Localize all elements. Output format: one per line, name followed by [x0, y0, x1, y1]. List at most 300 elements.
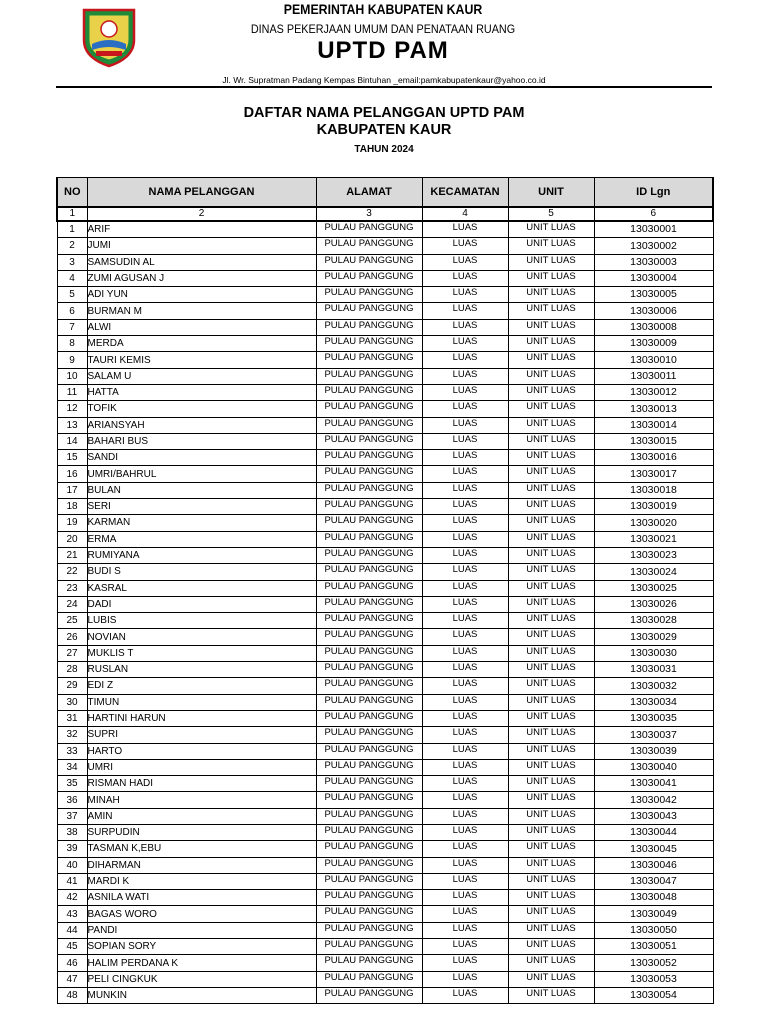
- document-title: DAFTAR NAMA PELANGGAN UPTD PAM: [243, 105, 525, 121]
- cell-no: 44: [57, 922, 87, 938]
- cell-nama: JUMI: [87, 238, 316, 254]
- cell-no: 9: [57, 352, 87, 368]
- cell-kecamatan: LUAS: [422, 743, 508, 759]
- table-row: [57, 287, 713, 303]
- cell-no: 20: [57, 531, 87, 547]
- cell-nama: DADI: [87, 596, 316, 612]
- cell-no: 36: [57, 792, 87, 808]
- cell-id: 13030006: [594, 303, 713, 319]
- table-row: [57, 890, 713, 906]
- cell-unit: UNIT LUAS: [508, 336, 594, 352]
- cell-id: 13030046: [594, 857, 713, 873]
- cell-unit: UNIT LUAS: [508, 645, 594, 661]
- cell-no: 26: [57, 629, 87, 645]
- colnum-1: 1: [57, 207, 87, 221]
- cell-id: 13030010: [594, 352, 713, 368]
- cell-nama: HARTO: [87, 743, 316, 759]
- cell-unit: UNIT LUAS: [508, 776, 594, 792]
- cell-no: 19: [57, 515, 87, 531]
- cell-id: 13030053: [594, 971, 713, 987]
- cell-nama: RISMAN HADI: [87, 776, 316, 792]
- cell-id: 13030012: [594, 384, 713, 400]
- cell-no: 42: [57, 890, 87, 906]
- cell-id: 13030023: [594, 547, 713, 563]
- cell-alamat: PULAU PANGGUNG: [316, 955, 422, 971]
- cell-unit: UNIT LUAS: [508, 433, 594, 449]
- cell-alamat: PULAU PANGGUNG: [316, 238, 422, 254]
- cell-unit: UNIT LUAS: [508, 482, 594, 498]
- cell-no: 25: [57, 613, 87, 629]
- cell-alamat: PULAU PANGGUNG: [316, 808, 422, 824]
- document-year: TAHUN 2024: [354, 144, 414, 155]
- cell-kecamatan: LUAS: [422, 776, 508, 792]
- cell-nama: ERMA: [87, 531, 316, 547]
- table-row: [57, 417, 713, 433]
- cell-no: 7: [57, 319, 87, 335]
- cell-unit: UNIT LUAS: [508, 401, 594, 417]
- cell-unit: UNIT LUAS: [508, 515, 594, 531]
- cell-no: 35: [57, 776, 87, 792]
- cell-id: 13030016: [594, 450, 713, 466]
- cell-kecamatan: LUAS: [422, 906, 508, 922]
- cell-kecamatan: LUAS: [422, 401, 508, 417]
- cell-kecamatan: LUAS: [422, 873, 508, 889]
- cell-kecamatan: LUAS: [422, 254, 508, 270]
- cell-kecamatan: LUAS: [422, 417, 508, 433]
- cell-no: 38: [57, 824, 87, 840]
- cell-id: 13030037: [594, 727, 713, 743]
- cell-unit: UNIT LUAS: [508, 922, 594, 938]
- header-kecamatan: KECAMATAN: [422, 178, 508, 208]
- table-row: [57, 254, 713, 270]
- cell-alamat: PULAU PANGGUNG: [316, 922, 422, 938]
- table-row: [57, 580, 713, 596]
- cell-kecamatan: LUAS: [422, 515, 508, 531]
- cell-unit: UNIT LUAS: [508, 906, 594, 922]
- cell-alamat: PULAU PANGGUNG: [316, 939, 422, 955]
- customer-table: [56, 177, 714, 1004]
- cell-id: 13030011: [594, 368, 713, 384]
- table-row: [57, 482, 713, 498]
- cell-kecamatan: LUAS: [422, 287, 508, 303]
- cell-nama: BUDI S: [87, 564, 316, 580]
- cell-kecamatan: LUAS: [422, 303, 508, 319]
- cell-kecamatan: LUAS: [422, 450, 508, 466]
- colnum-4: 4: [422, 207, 508, 221]
- cell-nama: SALAM U: [87, 368, 316, 384]
- letterhead-address: Jl. Wr. Supratman Padang Kempas Bintuhan _email:pamkabupatenkaur@yahoo.co.id: [222, 75, 546, 85]
- cell-nama: KASRAL: [87, 580, 316, 596]
- cell-id: 13030054: [594, 987, 713, 1003]
- cell-id: 13030029: [594, 629, 713, 645]
- header-unit: UNIT: [508, 178, 594, 208]
- cell-kecamatan: LUAS: [422, 939, 508, 955]
- cell-unit: UNIT LUAS: [508, 857, 594, 873]
- cell-nama: SURPUDIN: [87, 824, 316, 840]
- table-row: [57, 776, 713, 792]
- cell-unit: UNIT LUAS: [508, 352, 594, 368]
- cell-kecamatan: LUAS: [422, 694, 508, 710]
- cell-alamat: PULAU PANGGUNG: [316, 857, 422, 873]
- cell-id: 13030020: [594, 515, 713, 531]
- cell-no: 16: [57, 466, 87, 482]
- header-no: NO: [57, 178, 87, 208]
- cell-unit: UNIT LUAS: [508, 270, 594, 286]
- cell-unit: UNIT LUAS: [508, 710, 594, 726]
- cell-kecamatan: LUAS: [422, 433, 508, 449]
- cell-no: 3: [57, 254, 87, 270]
- cell-kecamatan: LUAS: [422, 857, 508, 873]
- cell-unit: UNIT LUAS: [508, 466, 594, 482]
- cell-unit: UNIT LUAS: [508, 596, 594, 612]
- table-row: [57, 221, 713, 238]
- cell-no: 17: [57, 482, 87, 498]
- cell-id: 13030044: [594, 824, 713, 840]
- cell-no: 6: [57, 303, 87, 319]
- cell-alamat: PULAU PANGGUNG: [316, 678, 422, 694]
- cell-nama: UMRI: [87, 759, 316, 775]
- cell-no: 12: [57, 401, 87, 417]
- cell-nama: HATTA: [87, 384, 316, 400]
- cell-alamat: PULAU PANGGUNG: [316, 906, 422, 922]
- cell-kecamatan: LUAS: [422, 662, 508, 678]
- cell-no: 29: [57, 678, 87, 694]
- table-row: [57, 808, 713, 824]
- table-row: [57, 238, 713, 254]
- cell-unit: UNIT LUAS: [508, 987, 594, 1003]
- cell-nama: TIMUN: [87, 694, 316, 710]
- table-row: [57, 336, 713, 352]
- cell-nama: BAHARI BUS: [87, 433, 316, 449]
- cell-kecamatan: LUAS: [422, 384, 508, 400]
- cell-nama: SANDI: [87, 450, 316, 466]
- table-row: [57, 270, 713, 286]
- cell-alamat: PULAU PANGGUNG: [316, 971, 422, 987]
- table-row: [57, 841, 713, 857]
- cell-id: 13030026: [594, 596, 713, 612]
- table-row: [57, 352, 713, 368]
- table-row: [57, 629, 713, 645]
- table-row: [57, 384, 713, 400]
- letterhead-divider: [56, 86, 712, 88]
- cell-nama: MINAH: [87, 792, 316, 808]
- cell-no: 41: [57, 873, 87, 889]
- cell-id: 13030035: [594, 710, 713, 726]
- header-id: ID Lgn: [594, 178, 713, 208]
- cell-unit: UNIT LUAS: [508, 727, 594, 743]
- cell-kecamatan: LUAS: [422, 270, 508, 286]
- cell-alamat: PULAU PANGGUNG: [316, 629, 422, 645]
- cell-unit: UNIT LUAS: [508, 531, 594, 547]
- cell-alamat: PULAU PANGGUNG: [316, 792, 422, 808]
- cell-alamat: PULAU PANGGUNG: [316, 743, 422, 759]
- table-row: [57, 645, 713, 661]
- cell-unit: UNIT LUAS: [508, 743, 594, 759]
- cell-nama: ASNILA WATI: [87, 890, 316, 906]
- cell-id: 13030034: [594, 694, 713, 710]
- cell-unit: UNIT LUAS: [508, 221, 594, 238]
- cell-unit: UNIT LUAS: [508, 824, 594, 840]
- cell-nama: MERDA: [87, 336, 316, 352]
- cell-unit: UNIT LUAS: [508, 955, 594, 971]
- letterhead-unit: UPTD PAM: [317, 37, 449, 64]
- cell-nama: BURMAN M: [87, 303, 316, 319]
- cell-no: 13: [57, 417, 87, 433]
- table-row: [57, 613, 713, 629]
- cell-nama: UMRI/BAHRUL: [87, 466, 316, 482]
- cell-alamat: PULAU PANGGUNG: [316, 401, 422, 417]
- table-row: [57, 596, 713, 612]
- cell-id: 13030030: [594, 645, 713, 661]
- cell-no: 47: [57, 971, 87, 987]
- cell-alamat: PULAU PANGGUNG: [316, 482, 422, 498]
- cell-id: 13030008: [594, 319, 713, 335]
- cell-alamat: PULAU PANGGUNG: [316, 287, 422, 303]
- cell-kecamatan: LUAS: [422, 547, 508, 563]
- cell-nama: ARIF: [87, 221, 316, 238]
- cell-unit: UNIT LUAS: [508, 971, 594, 987]
- cell-kecamatan: LUAS: [422, 319, 508, 335]
- cell-nama: SERI: [87, 499, 316, 515]
- cell-nama: HALIM PERDANA K: [87, 955, 316, 971]
- cell-no: 43: [57, 906, 87, 922]
- cell-alamat: PULAU PANGGUNG: [316, 987, 422, 1003]
- cell-unit: UNIT LUAS: [508, 303, 594, 319]
- cell-nama: SUPRI: [87, 727, 316, 743]
- cell-unit: UNIT LUAS: [508, 841, 594, 857]
- colnum-2: 2: [87, 207, 316, 221]
- cell-kecamatan: LUAS: [422, 352, 508, 368]
- cell-alamat: PULAU PANGGUNG: [316, 596, 422, 612]
- table-row: [57, 906, 713, 922]
- cell-nama: RUMIYANA: [87, 547, 316, 563]
- header-alamat: ALAMAT: [316, 178, 422, 208]
- cell-alamat: PULAU PANGGUNG: [316, 254, 422, 270]
- cell-alamat: PULAU PANGGUNG: [316, 319, 422, 335]
- table-row: [57, 499, 713, 515]
- cell-unit: UNIT LUAS: [508, 368, 594, 384]
- cell-id: 13030004: [594, 270, 713, 286]
- cell-id: 13030047: [594, 873, 713, 889]
- cell-alamat: PULAU PANGGUNG: [316, 613, 422, 629]
- colnum-5: 5: [508, 207, 594, 221]
- cell-id: 13030018: [594, 482, 713, 498]
- cell-nama: MUNKIN: [87, 987, 316, 1003]
- cell-kecamatan: LUAS: [422, 466, 508, 482]
- cell-no: 18: [57, 499, 87, 515]
- cell-alamat: PULAU PANGGUNG: [316, 336, 422, 352]
- cell-unit: UNIT LUAS: [508, 759, 594, 775]
- table-row: [57, 824, 713, 840]
- cell-nama: MARDI K: [87, 873, 316, 889]
- cell-alamat: PULAU PANGGUNG: [316, 450, 422, 466]
- cell-nama: LUBIS: [87, 613, 316, 629]
- kaur-regency-emblem-icon: [78, 6, 140, 68]
- cell-no: 37: [57, 808, 87, 824]
- cell-nama: ZUMI AGUSAN J: [87, 270, 316, 286]
- cell-alamat: PULAU PANGGUNG: [316, 352, 422, 368]
- cell-no: 33: [57, 743, 87, 759]
- cell-alamat: PULAU PANGGUNG: [316, 515, 422, 531]
- cell-id: 13030017: [594, 466, 713, 482]
- cell-kecamatan: LUAS: [422, 710, 508, 726]
- column-number-row: [57, 207, 713, 221]
- cell-nama: PELI CINGKUK: [87, 971, 316, 987]
- cell-id: 13030032: [594, 678, 713, 694]
- cell-unit: UNIT LUAS: [508, 564, 594, 580]
- cell-id: 13030045: [594, 841, 713, 857]
- cell-alamat: PULAU PANGGUNG: [316, 499, 422, 515]
- cell-no: 10: [57, 368, 87, 384]
- cell-nama: ALWI: [87, 319, 316, 335]
- cell-alamat: PULAU PANGGUNG: [316, 433, 422, 449]
- table-row: [57, 466, 713, 482]
- cell-no: 2: [57, 238, 87, 254]
- cell-id: 13030021: [594, 531, 713, 547]
- cell-no: 15: [57, 450, 87, 466]
- cell-no: 8: [57, 336, 87, 352]
- cell-id: 13030015: [594, 433, 713, 449]
- cell-nama: SAMSUDIN AL: [87, 254, 316, 270]
- cell-no: 23: [57, 580, 87, 596]
- cell-id: 13030040: [594, 759, 713, 775]
- cell-kecamatan: LUAS: [422, 613, 508, 629]
- cell-id: 13030014: [594, 417, 713, 433]
- cell-alamat: PULAU PANGGUNG: [316, 710, 422, 726]
- cell-kecamatan: LUAS: [422, 727, 508, 743]
- cell-alamat: PULAU PANGGUNG: [316, 694, 422, 710]
- cell-no: 32: [57, 727, 87, 743]
- header-nama: NAMA PELANGGAN: [87, 178, 316, 208]
- cell-no: 5: [57, 287, 87, 303]
- cell-no: 28: [57, 662, 87, 678]
- cell-no: 11: [57, 384, 87, 400]
- cell-id: 13030051: [594, 939, 713, 955]
- cell-no: 31: [57, 710, 87, 726]
- cell-nama: MUKLIS T: [87, 645, 316, 661]
- cell-id: 13030024: [594, 564, 713, 580]
- cell-kecamatan: LUAS: [422, 824, 508, 840]
- cell-no: 4: [57, 270, 87, 286]
- cell-alamat: PULAU PANGGUNG: [316, 824, 422, 840]
- cell-kecamatan: LUAS: [422, 792, 508, 808]
- cell-no: 1: [57, 221, 87, 238]
- cell-unit: UNIT LUAS: [508, 384, 594, 400]
- cell-no: 39: [57, 841, 87, 857]
- cell-kecamatan: LUAS: [422, 955, 508, 971]
- cell-nama: DIHARMAN: [87, 857, 316, 873]
- cell-no: 30: [57, 694, 87, 710]
- cell-no: 22: [57, 564, 87, 580]
- table-row: [57, 971, 713, 987]
- table-row: [57, 939, 713, 955]
- cell-unit: UNIT LUAS: [508, 662, 594, 678]
- cell-no: 46: [57, 955, 87, 971]
- letterhead-government: PEMERINTAH KABUPATEN KAUR: [283, 1, 483, 17]
- cell-unit: UNIT LUAS: [508, 694, 594, 710]
- cell-alamat: PULAU PANGGUNG: [316, 466, 422, 482]
- cell-nama: RUSLAN: [87, 662, 316, 678]
- cell-kecamatan: LUAS: [422, 580, 508, 596]
- cell-alamat: PULAU PANGGUNG: [316, 662, 422, 678]
- cell-alamat: PULAU PANGGUNG: [316, 727, 422, 743]
- cell-unit: UNIT LUAS: [508, 678, 594, 694]
- cell-alamat: PULAU PANGGUNG: [316, 645, 422, 661]
- cell-no: 21: [57, 547, 87, 563]
- table-row: [57, 401, 713, 417]
- cell-unit: UNIT LUAS: [508, 890, 594, 906]
- cell-unit: UNIT LUAS: [508, 580, 594, 596]
- table-header-row: [57, 178, 713, 208]
- cell-kecamatan: LUAS: [422, 336, 508, 352]
- cell-unit: UNIT LUAS: [508, 254, 594, 270]
- cell-nama: TAURI KEMIS: [87, 352, 316, 368]
- cell-nama: NOVIAN: [87, 629, 316, 645]
- cell-id: 13030001: [594, 221, 713, 238]
- cell-kecamatan: LUAS: [422, 238, 508, 254]
- table-row: [57, 450, 713, 466]
- cell-kecamatan: LUAS: [422, 759, 508, 775]
- cell-no: 45: [57, 939, 87, 955]
- cell-kecamatan: LUAS: [422, 531, 508, 547]
- cell-kecamatan: LUAS: [422, 890, 508, 906]
- cell-id: 13030041: [594, 776, 713, 792]
- cell-unit: UNIT LUAS: [508, 873, 594, 889]
- table-row: [57, 319, 713, 335]
- table-row: [57, 922, 713, 938]
- cell-unit: UNIT LUAS: [508, 287, 594, 303]
- table-row: [57, 710, 713, 726]
- cell-unit: UNIT LUAS: [508, 939, 594, 955]
- table-row: [57, 955, 713, 971]
- table-row: [57, 531, 713, 547]
- cell-unit: UNIT LUAS: [508, 450, 594, 466]
- table-row: [57, 759, 713, 775]
- cell-id: 13030028: [594, 613, 713, 629]
- cell-nama: ARIANSYAH: [87, 417, 316, 433]
- cell-unit: UNIT LUAS: [508, 629, 594, 645]
- cell-kecamatan: LUAS: [422, 499, 508, 515]
- cell-unit: UNIT LUAS: [508, 499, 594, 515]
- cell-id: 13030039: [594, 743, 713, 759]
- cell-alamat: PULAU PANGGUNG: [316, 368, 422, 384]
- cell-id: 13030019: [594, 499, 713, 515]
- cell-kecamatan: LUAS: [422, 221, 508, 238]
- letterhead-department: DINAS PEKERJAAN UMUM DAN PENATAAN RUANG: [250, 22, 516, 36]
- table-row: [57, 743, 713, 759]
- cell-no: 34: [57, 759, 87, 775]
- cell-alamat: PULAU PANGGUNG: [316, 417, 422, 433]
- cell-alamat: PULAU PANGGUNG: [316, 303, 422, 319]
- table-row: [57, 694, 713, 710]
- cell-alamat: PULAU PANGGUNG: [316, 270, 422, 286]
- cell-unit: UNIT LUAS: [508, 792, 594, 808]
- table-row: [57, 727, 713, 743]
- table-row: [57, 547, 713, 563]
- cell-unit: UNIT LUAS: [508, 808, 594, 824]
- cell-no: 24: [57, 596, 87, 612]
- cell-alamat: PULAU PANGGUNG: [316, 776, 422, 792]
- cell-kecamatan: LUAS: [422, 971, 508, 987]
- cell-id: 13030009: [594, 336, 713, 352]
- cell-kecamatan: LUAS: [422, 564, 508, 580]
- table-row: [57, 368, 713, 384]
- cell-kecamatan: LUAS: [422, 678, 508, 694]
- cell-nama: HARTINI HARUN: [87, 710, 316, 726]
- cell-id: 13030005: [594, 287, 713, 303]
- cell-no: 27: [57, 645, 87, 661]
- cell-id: 13030025: [594, 580, 713, 596]
